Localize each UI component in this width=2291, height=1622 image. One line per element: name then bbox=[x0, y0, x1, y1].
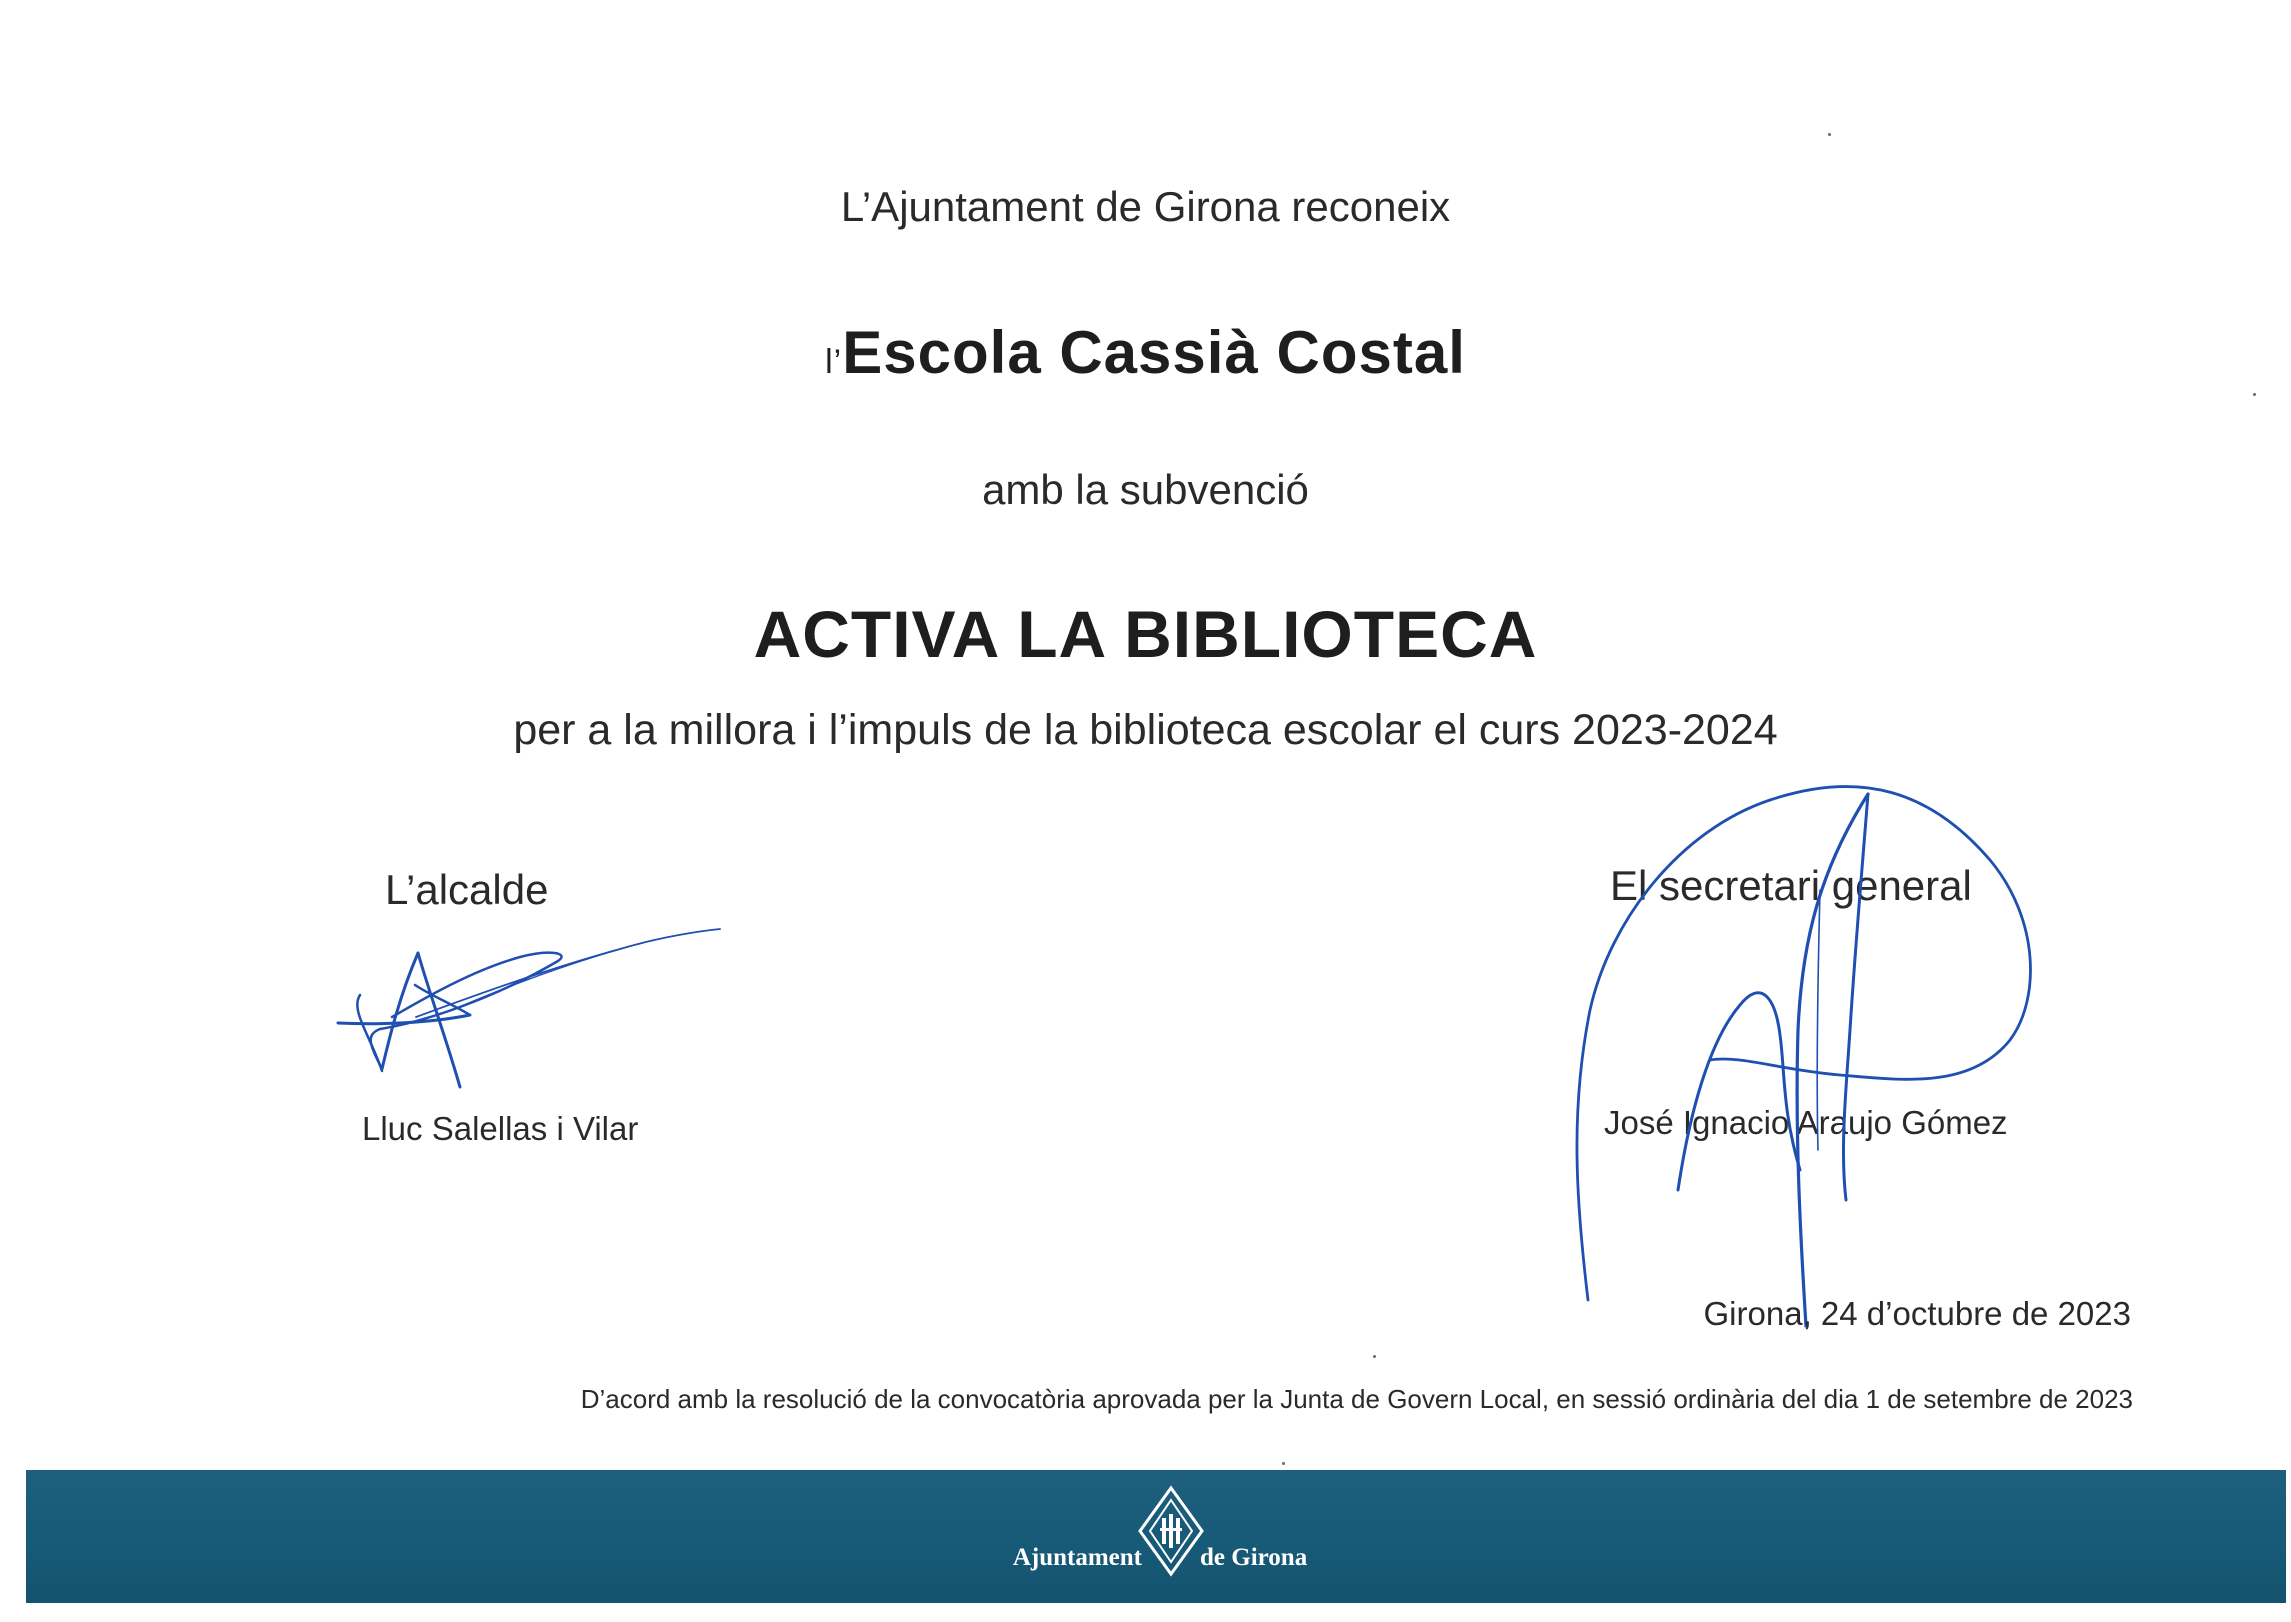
mayor-signature bbox=[320, 925, 740, 1095]
footer-logo bbox=[1010, 1484, 1310, 1594]
scan-speck bbox=[1373, 1355, 1376, 1358]
girona-coat-of-arms-icon bbox=[1136, 1484, 1206, 1578]
mayor-name: Lluc Salellas i Vilar bbox=[362, 1110, 639, 1147]
recipient-article: l’ bbox=[825, 343, 843, 381]
scan-speck bbox=[2253, 393, 2256, 396]
place-and-date: Girona, 24 d’octubre de 2023 bbox=[1703, 1295, 2131, 1332]
logo-text-left: Ajuntament bbox=[1012, 1544, 1142, 1571]
resolution-note: D’acord amb la resolució de la convocatòria aprovada per la Junta de Govern Local, en sessió ordinària del dia 1 de setembre de 2023 bbox=[580, 1384, 2133, 1414]
scan-speck bbox=[1828, 133, 1831, 136]
secretary-role-label: El secretari general bbox=[1610, 862, 1972, 909]
scan-speck bbox=[1282, 1462, 1285, 1465]
program-title: ACTIVA LA BIBLIOTECA bbox=[753, 597, 1538, 671]
recipient-name: Escola Cassià Costal bbox=[842, 319, 1466, 386]
logo-text-right: de Girona bbox=[1200, 1544, 1308, 1571]
grant-intro-text: amb la subvenció bbox=[982, 466, 1309, 513]
mayor-role-label: L’alcalde bbox=[385, 866, 549, 913]
recipient-line bbox=[0, 318, 2291, 387]
intro-text: L’Ajuntament de Girona reconeix bbox=[840, 183, 1451, 230]
secretary-signature bbox=[1570, 770, 2050, 1330]
secretary-name: José Ignacio Araujo Gómez bbox=[1604, 1104, 2008, 1141]
purpose-text: per a la millora i l’impuls de la biblioteca escolar el curs 2023-2024 bbox=[513, 706, 1778, 754]
